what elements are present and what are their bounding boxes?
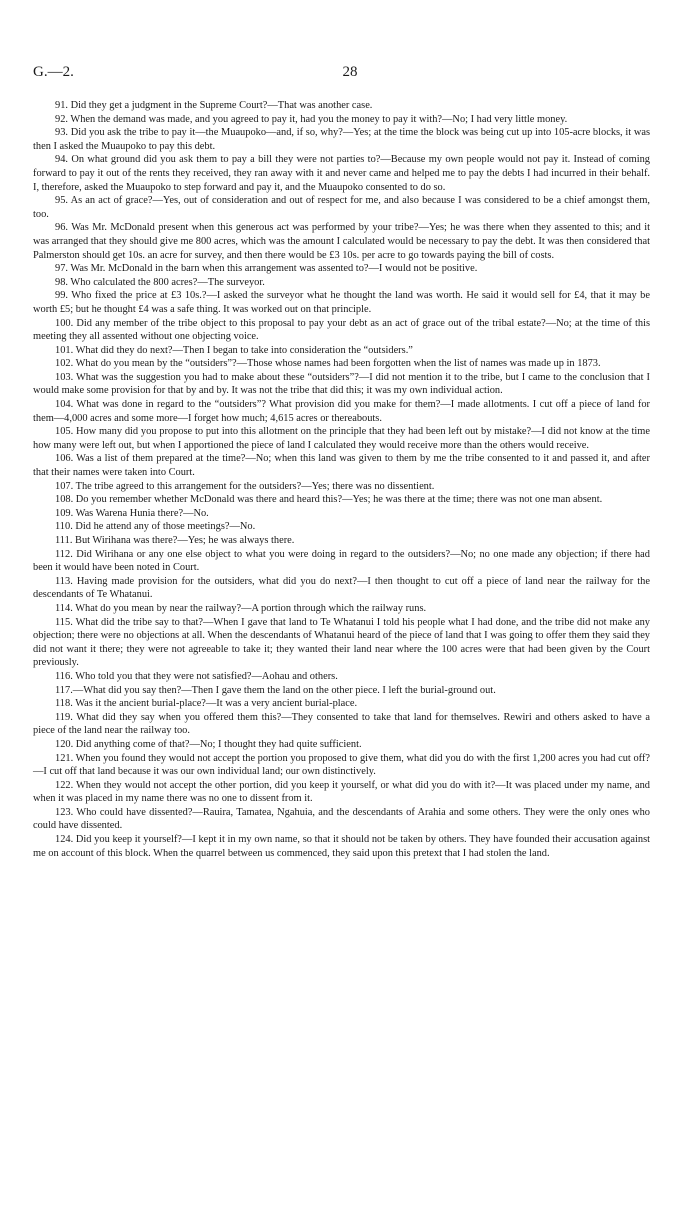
question-answer-paragraph: 112. Did Wirihana or any one else object to what you were doing in regard to the outsiders?—No; no one made any objection; if there had been it would have been noted in Court. (33, 548, 650, 574)
question-answer-paragraph: 98. Who calculated the 800 acres?—The surveyor. (55, 276, 265, 288)
question-answer-paragraph: 113. Having made provision for the outsiders, what did you do next?—I then thought to cut off a piece of land near the railway for the descendants of Te Whatanui. (33, 575, 650, 601)
question-answer-paragraph: 116. Who told you that they were not satisfied?—Aohau and others. (55, 670, 338, 682)
question-answer-paragraph: 105. How many did you propose to put into this allotment on the principle that they had been left out by mistake?—I did not know at the time how many were left out, but when I apportioned the piece of land I calculated they would receive more than the others would receive. (33, 426, 650, 451)
question-answer-paragraph: 108. Do you remember whether McDonald was there and heard this?—Yes; he was there at the time; there was not one man absent. (55, 494, 603, 506)
question-answer-paragraph: 121. When you found they would not accept the portion you proposed to give them, what did you do with the first 1,200 acres you had cut off?—I cut off that land because it was our own individual land; our own distinctively. (33, 752, 650, 778)
question-answer-paragraph: 115. What did the tribe say to that?—When I gave that land to Te Whatanui I told his people what I had done, and the tribe did not make any objection; there were no objections at all. When the descendants of Whatanui heard of the piece of land that I was going to offer them they said they did not want it there; they were not agreeable to take it; they wanted their land near where the 100 acres were that had been given by the Court previously. (33, 616, 650, 669)
page-header (33, 64, 667, 82)
question-answer-paragraph: 111. But Wirihana was there?—Yes; he was always there. (55, 535, 295, 546)
question-answer-paragraph: 99. Who fixed the price at £3 10s.?—I asked the surveyor what he thought the land was worth. He said it would sell for £4, that it may be worth £5; but he thought £4 was a safe thing. It was worked out on that principle. (33, 290, 650, 315)
question-answer-paragraph: 110. Did he attend any of those meetings?—No. (55, 521, 256, 533)
question-answer-paragraph: 92. When the demand was made, and you agreed to pay it, had you the money to pay it with?—No; I had very little money. (55, 113, 568, 125)
question-answer-paragraph: 120. Did anything come of that?—No; I thought they had quite sufficient. (55, 738, 362, 750)
question-answer-paragraph: 119. What did they say when you offered them this?—They consented to take that land for themselves. Rewiri and others asked to have a piece of the land near the railway too. (33, 711, 650, 737)
question-answer-paragraph: 104. What was done in regard to the “outsiders”? What provision did you make for them?—I made allotments. I cut off a piece of land for them—4,000 acres and some more—I forget how much; 4,615 acres or thereabouts. (33, 399, 650, 424)
question-answer-paragraph: 123. Who could have dissented?—Rauira, Tamatea, Ngahuia, and the descendants of Arahia and some others. They were the only ones who could have dissented. (33, 806, 650, 832)
document-reference: G.—2. (33, 64, 74, 80)
question-answer-paragraph: 109. Was Warena Hunia there?—No. (55, 507, 209, 519)
question-answer-paragraph: 102. What do you mean by the “outsiders”?—Those whose names had been forgotten when the list of names was made up in 1873. (55, 358, 601, 370)
page-number: 28 (342, 64, 358, 80)
question-answer-paragraph: 103. What was the suggestion you had to make about these “outsiders”?—I did not mention it to the tribe, but I came to the conclusion that I would make some provision for that by and by. It was not the tribe that did this; it was my own individual action. (33, 371, 650, 397)
question-answer-paragraph: 97. Was Mr. McDonald in the barn when this arrangement was assented to?—I would not be positive. (55, 263, 478, 275)
question-answer-paragraph: 96. Was Mr. McDonald present when this generous act was performed by your tribe?—Yes; he was there when they assented to this; and it was arranged that they should give me 800 acres, which was the amount I calculated would be necessary to pay the debt. It was then considered that Palmerston should get 10s. an acre for survey, and then there would be £3 10s. per acre to go towards paying the bill of costs. (33, 222, 650, 261)
question-answer-paragraph: 101. What did they do next?—Then I began to take into consideration the “outsiders.” (55, 344, 413, 356)
question-answer-paragraph: 114. What do you mean by near the railway?—A portion through which the railway runs. (55, 602, 427, 614)
question-answer-paragraph: 107. The tribe agreed to this arrangement for the outsiders?—Yes; there was no dissentient. (55, 480, 435, 492)
question-answer-paragraph: 122. When they would not accept the other portion, did you keep it yourself, or what did you do with it?—It was placed under my name, and when it was placed in my name there was no one to dissent from it. (33, 779, 650, 805)
question-answer-paragraph: 117.—What did you say then?—Then I gave them the land on the other piece. I left the burial-ground out. (55, 684, 496, 696)
question-answer-paragraph: 93. Did you ask the tribe to pay it—the Muaupoko—and, if so, why?—Yes; at the time the block was being cut up into 105-acre blocks, it was then I asked the Muaupoko to pay this debt. (33, 127, 650, 152)
question-answer-paragraph: 91. Did they get a judgment in the Supreme Court?—That was another case. (55, 100, 373, 111)
question-answer-paragraph: 124. Did you keep it yourself?—I kept it in my own name, so that it should not be taken by others. They have founded their accusation against me on account of this block. When the quarrel between us commenced, they said upon this pretext that I had stolen the land. (33, 834, 650, 859)
question-answer-paragraph: 118. Was it the ancient burial-place?—It was a very ancient burial-place. (55, 698, 358, 710)
question-answer-paragraph: 100. Did any member of the tribe object to this proposal to pay your debt as an act of grace out of the tribal estate?—No; at the time of this meeting they all assented without one objecting voice. (33, 317, 650, 343)
question-answer-paragraph: 94. On what ground did you ask them to pay a bill they were not parties to?—Because my own people would not pay it. Instead of coming forward to pay it out of the rents they received, they ran away with it and never came and helped me to pay the debts I had incurred in their behalf. I, therefore, asked the Muaupoko to step forward and pay it, and the Muaupoko consented to do so. (33, 154, 650, 193)
question-answer-paragraph: 95. As an act of grace?—Yes, out of consideration and out of respect for me, and also because I was considered to be a chief amongst them, too. (33, 195, 650, 220)
question-answer-paragraph: 106. Was a list of them prepared at the time?—No; when this land was given to them by me the tribe consented to it and passed it, and after that their names were taken into Court. (33, 453, 650, 479)
document-body (33, 99, 650, 860)
